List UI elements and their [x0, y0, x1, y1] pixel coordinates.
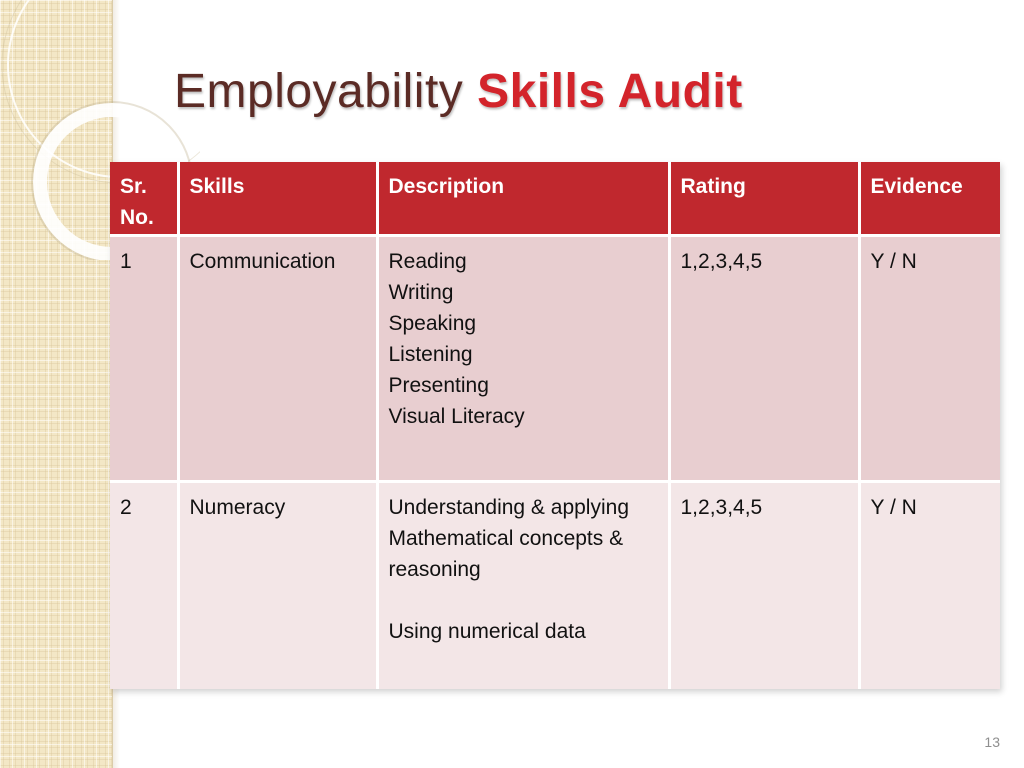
description-line: Visual Literacy	[388, 404, 525, 428]
table-row	[110, 481, 1000, 689]
cell-description	[377, 481, 669, 689]
cell-sr: 2	[110, 481, 178, 689]
description-line: Using numerical data	[388, 619, 586, 643]
title-part-employability: Employability	[174, 65, 464, 118]
cell-evidence: Y / N	[859, 481, 1000, 689]
page-number: 13	[984, 734, 1000, 750]
table-row	[110, 235, 1000, 481]
header-sr-line2: No.	[120, 206, 154, 229]
description-line: reasoning	[388, 557, 481, 581]
cell-description	[377, 235, 669, 481]
header-description: Description	[377, 162, 669, 235]
skills-audit-table	[110, 162, 1000, 689]
header-sr-line1: Sr.	[120, 175, 147, 198]
description-line: Reading	[388, 249, 467, 273]
cell-skill: Communication	[178, 235, 377, 481]
description-line: Writing	[388, 280, 454, 304]
description-line: Presenting	[388, 373, 489, 397]
header-skills: Skills	[178, 162, 377, 235]
cell-rating: 1,2,3,4,5	[669, 481, 859, 689]
description-line: Understanding & applying	[388, 495, 629, 519]
cell-rating: 1,2,3,4,5	[669, 235, 859, 481]
description-line: Speaking	[388, 311, 477, 335]
header-rating: Rating	[669, 162, 859, 235]
title-part-skills-audit: Skills Audit	[477, 65, 743, 118]
description-line: Mathematical concepts &	[388, 526, 624, 550]
description-line: Listening	[388, 342, 473, 366]
cell-sr: 1	[110, 235, 178, 481]
cell-evidence: Y / N	[859, 235, 1000, 481]
table-header-row	[110, 162, 1000, 235]
slide-title	[174, 64, 743, 119]
header-sr-no	[110, 162, 178, 235]
description-spacer	[389, 585, 658, 616]
header-evidence: Evidence	[859, 162, 1000, 235]
cell-skill: Numeracy	[178, 481, 377, 689]
